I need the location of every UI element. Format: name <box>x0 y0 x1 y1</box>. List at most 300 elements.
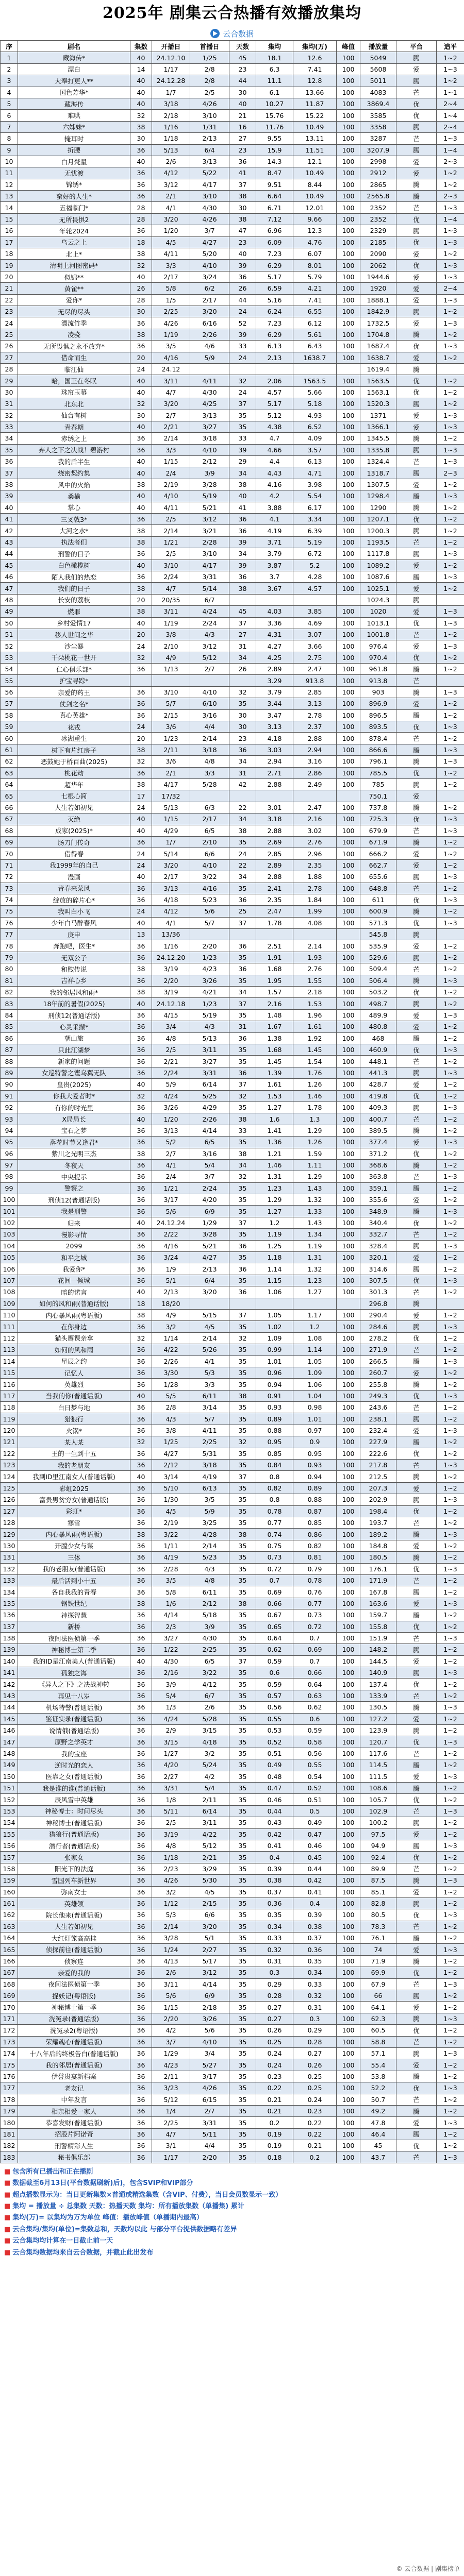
table-cell: 1~3 <box>437 917 464 928</box>
table-cell: 5/9 <box>190 1505 229 1517</box>
table-cell: 6.13 <box>293 456 337 467</box>
table-cell: 4.57 <box>256 386 293 398</box>
table-cell: 1~3 <box>437 317 464 329</box>
table-cell: 51 <box>1 629 18 640</box>
table-cell: 芒 <box>396 2036 437 2047</box>
table-cell: 2.47 <box>293 802 337 813</box>
table-cell: 3/13 <box>152 1125 190 1136</box>
table-cell <box>256 790 293 802</box>
table-cell: 38 <box>130 329 152 340</box>
drama-name-cell: 真心英雄* <box>18 709 130 721</box>
table-cell: 100 <box>337 640 360 652</box>
table-row <box>1 1425 464 1436</box>
table-row <box>1 1101 464 1113</box>
table-cell: 35 <box>229 2094 256 2105</box>
table-cell: 0.57 <box>256 1690 293 1701</box>
table-cell: 101 <box>1 1206 18 1217</box>
drama-name-cell: 仗剑之名* <box>18 698 130 709</box>
table-cell: 0.33 <box>256 1933 293 1944</box>
table-cell: 785 <box>360 779 396 790</box>
drama-name-cell: 和平之城 <box>18 1252 130 1263</box>
drama-name-cell: 新桥 <box>18 1621 130 1632</box>
table-cell: 2.78 <box>293 709 337 721</box>
table-cell: 3/23 <box>152 2082 190 2094</box>
table-cell: 4/1 <box>152 1159 190 1171</box>
table-cell: 2/13 <box>190 1263 229 1275</box>
table-cell: 36 <box>130 144 152 156</box>
table-cell: 100 <box>337 1644 360 1655</box>
table-cell: 47.8 <box>360 2117 396 2128</box>
table-cell: 4.27 <box>256 640 293 652</box>
drama-name-cell: 开膛少女与谋 <box>18 1540 130 1551</box>
table-cell: 43.7 <box>360 2151 396 2163</box>
table-cell: 0.22 <box>293 2117 337 2128</box>
table-cell: 2/7 <box>190 2105 229 2116</box>
table-cell: 1~2 <box>437 1828 464 1840</box>
table-cell: 芒 <box>396 456 437 467</box>
drama-name-cell: 白色橄榄树 <box>18 560 130 571</box>
table-row <box>1 1644 464 1655</box>
drama-name-cell: 长安的荔枝 <box>18 594 130 605</box>
table-row <box>1 1482 464 1494</box>
footnotes <box>0 2163 464 2259</box>
table-cell: 100 <box>337 1390 360 1401</box>
table-row <box>1 1009 464 1021</box>
table-cell: 35 <box>229 1425 256 1436</box>
drama-name-cell: 老友记 <box>18 2082 130 2094</box>
table-cell: 腾 <box>396 975 437 986</box>
drama-name-cell: 北东北 <box>18 398 130 410</box>
drama-name-cell: 刑警的日子 <box>18 548 130 560</box>
table-cell: 0.39 <box>256 1863 293 1874</box>
drama-name-cell: 火锅* <box>18 1425 130 1436</box>
drama-name-cell: 风中的火焰 <box>18 479 130 490</box>
table-cell: 5/22 <box>190 167 229 179</box>
table-cell: 优 <box>396 814 437 825</box>
table-cell: 35 <box>229 1563 256 1574</box>
table-cell: 3/21 <box>190 525 229 536</box>
table-row <box>1 917 464 928</box>
table-cell: 4/30 <box>152 1655 190 1667</box>
drama-name-cell: 大河之水* <box>18 525 130 536</box>
table-cell: 11.76 <box>256 121 293 132</box>
table-cell: 3/28 <box>190 1229 229 1240</box>
drama-name-cell: 我到ID里江南女人(普通话版) <box>18 1471 130 1482</box>
table-cell: 100 <box>337 2059 360 2071</box>
table-cell: 2.94 <box>293 744 337 755</box>
table-cell: 芒 <box>396 629 437 640</box>
table-row <box>1 410 464 421</box>
table-cell: 4.19 <box>256 525 293 536</box>
table-cell: 1920 <box>360 283 396 294</box>
table-cell: 5/8 <box>152 283 190 294</box>
table-cell: 5/5 <box>152 1390 190 1401</box>
table-cell: 26 <box>130 283 152 294</box>
table-cell: 1~3 <box>437 1736 464 1748</box>
table-row <box>1 536 464 548</box>
table-row <box>1 1436 464 1448</box>
table-cell: 44 <box>229 75 256 87</box>
table-cell: 38 <box>229 1598 256 1609</box>
table-cell: 1~3 <box>437 63 464 75</box>
table-cell: 芒 <box>396 825 437 836</box>
table-cell: 6.96 <box>256 225 293 236</box>
drama-name-cell: 少年白马醉春风 <box>18 917 130 928</box>
table-cell: 2/13 <box>152 1286 190 1298</box>
table-cell: 243.6 <box>360 1402 396 1413</box>
table-cell: 970.4 <box>360 652 396 663</box>
table-row <box>1 640 464 652</box>
table-cell: 2/20 <box>152 975 190 986</box>
table-cell: 2 <box>1 63 18 75</box>
table-cell: 509.4 <box>360 963 396 975</box>
table-cell: 127 <box>1 1505 18 1517</box>
drama-name-cell: 庚申 <box>18 929 130 940</box>
footnote-text: 数据截至6月13日(平台数据刷新)后)，包含SVIP和VIP部分 <box>12 2179 193 2188</box>
table-cell: 2/18 <box>152 110 190 121</box>
table-cell: 4/2 <box>190 1771 229 1782</box>
table-cell: 36 <box>130 1344 152 1355</box>
table-cell: 100 <box>337 1690 360 1701</box>
table-cell: 爱 <box>396 283 437 294</box>
table-cell: 1087.6 <box>360 571 396 582</box>
table-cell: 35 <box>229 1713 256 1724</box>
table-cell: 2/14 <box>152 433 190 444</box>
table-cell: 36 <box>130 571 152 582</box>
table-cell: 1~3 <box>437 1275 464 1286</box>
drama-name-cell: 再见十八岁 <box>18 1690 130 1701</box>
col-header: 剧名 <box>18 41 130 52</box>
table-cell: 377.4 <box>360 1137 396 1148</box>
table-cell: 1/9 <box>152 1263 190 1275</box>
table-cell: 100 <box>337 2105 360 2116</box>
table-cell: 2/5 <box>152 1044 190 1055</box>
table-cell: 10.49 <box>293 121 337 132</box>
table-cell: 1~2 <box>437 1217 464 1228</box>
drama-name-cell: 乡村爱情17 <box>18 617 130 629</box>
bullet-icon: ■ <box>4 2179 11 2188</box>
table-row <box>1 1402 464 1413</box>
table-cell: 0.98 <box>293 1402 337 1413</box>
table-cell: 0.35 <box>256 1909 293 1921</box>
table-cell <box>437 790 464 802</box>
table-cell: 50 <box>1 617 18 629</box>
table-cell: 35 <box>229 1886 256 1897</box>
table-cell: 50.7 <box>360 2094 396 2105</box>
drama-name-cell: 中央提示 <box>18 1171 130 1182</box>
table-cell: 36 <box>229 744 256 755</box>
drama-name-cell: 院长他来(普通话版) <box>18 1909 130 1921</box>
table-cell: 1.2 <box>256 1217 293 1228</box>
table-cell: 53 <box>1 652 18 663</box>
table-cell: 0.59 <box>256 1655 293 1667</box>
table-cell: 4/20 <box>190 1194 229 1206</box>
table-cell: 3/9 <box>190 1621 229 1632</box>
table-cell: 4/5 <box>152 236 190 248</box>
table-row <box>1 213 464 225</box>
table-cell: 37 <box>229 998 256 1009</box>
table-cell: 1.08 <box>293 1332 337 1344</box>
table-cell: 480.8 <box>360 1021 396 1032</box>
table-cell: 13/36 <box>152 929 190 940</box>
table-cell: 1/18 <box>152 133 190 144</box>
table-cell: 4/5 <box>190 1886 229 1897</box>
table-cell: 100 <box>337 1021 360 1032</box>
table-cell: 1~3 <box>437 825 464 836</box>
table-cell: 86 <box>1 1032 18 1044</box>
table-cell: 1~2 <box>437 536 464 548</box>
table-cell: 1732.5 <box>360 317 396 329</box>
table-cell: 爱 <box>396 1137 437 1148</box>
table-cell: 36 <box>130 894 152 905</box>
table-cell: 爱 <box>396 1482 437 1494</box>
table-cell: 100 <box>337 1505 360 1517</box>
table-cell: 4.93 <box>293 410 337 421</box>
table-cell: 100 <box>337 75 360 87</box>
table-cell: 36 <box>130 1425 152 1436</box>
table-cell: 1~2 <box>437 375 464 386</box>
table-cell: 100 <box>337 894 360 905</box>
table-cell: 1.36 <box>256 1137 293 1148</box>
table-cell: 1~2 <box>437 386 464 398</box>
table-cell: 29 <box>229 456 256 467</box>
table-cell: 8.47 <box>256 167 293 179</box>
drama-name-cell: 朝山旅 <box>18 1032 130 1044</box>
table-cell: 120.7 <box>360 1736 396 1748</box>
table-cell: 156 <box>1 1840 18 1851</box>
table-cell: 100 <box>337 156 360 167</box>
table-cell: 131 <box>1 1552 18 1563</box>
table-row <box>1 1379 464 1390</box>
table-cell: 3/18 <box>190 744 229 755</box>
drama-name-cell: 漂流竹季 <box>18 317 130 329</box>
table-cell: 100 <box>337 1125 360 1136</box>
bullet-icon: ■ <box>4 2191 11 2199</box>
table-cell: 0.56 <box>293 1748 337 1759</box>
table-cell: 爱 <box>396 1655 437 1667</box>
table-cell: 6/9 <box>190 1206 229 1217</box>
table-cell: 1~2 <box>437 733 464 744</box>
table-row <box>1 87 464 98</box>
table-cell <box>293 1298 337 1309</box>
table-cell: 4/3 <box>190 1563 229 1574</box>
table-cell: 11.1 <box>256 75 293 87</box>
table-cell: 0.36 <box>293 1944 337 1955</box>
table-cell: 3.03 <box>256 744 293 755</box>
table-cell: 38 <box>130 583 152 594</box>
footnote <box>4 2166 460 2178</box>
col-header: 集均(万) <box>293 41 337 52</box>
table-cell: 36 <box>130 1794 152 1805</box>
table-cell: 40 <box>229 248 256 260</box>
table-cell: 100 <box>337 1056 360 1067</box>
footnote-text: 云合集均均计算在一日截止前一天 <box>12 2237 113 2245</box>
drama-name-cell: 在你身边 <box>18 1321 130 1332</box>
table-cell: 3/7 <box>190 225 229 236</box>
table-row <box>1 652 464 663</box>
table-cell: 27 <box>1 352 18 363</box>
table-cell: 1~2 <box>437 248 464 260</box>
table-cell: 3/7 <box>152 2036 190 2047</box>
table-cell: 160 <box>1 1886 18 1897</box>
drama-name-cell: 心灵采撷* <box>18 1021 130 1032</box>
drama-name-cell: 仁心俱乐部* <box>18 664 130 675</box>
table-cell: 9.51 <box>256 179 293 190</box>
table-cell: 38 <box>130 1598 152 1609</box>
table-cell: 17/32 <box>152 790 190 802</box>
table-cell: 60.5 <box>360 2025 396 2036</box>
table-cell: 1~3 <box>437 2117 464 2128</box>
table-cell: 0.5 <box>293 1805 337 1817</box>
table-cell: 1~2 <box>437 1517 464 1529</box>
table-cell: 1~2 <box>437 1540 464 1551</box>
table-cell: 1.43 <box>293 1217 337 1228</box>
table-cell: 1~2 <box>437 1933 464 1944</box>
table-cell: 36 <box>130 1067 152 1078</box>
table-cell: 91 <box>1 1090 18 1101</box>
table-cell: 290.4 <box>360 1309 396 1320</box>
table-cell: 36 <box>130 2082 152 2094</box>
footer-watermark: © 云合数据 | 剧集榜单 <box>396 2565 460 2572</box>
table-cell: 2/28 <box>190 536 229 548</box>
table-cell: 2~3 <box>437 156 464 167</box>
table-cell: 腾 <box>396 2013 437 2024</box>
table-cell: 1638.7 <box>293 352 337 363</box>
table-cell: 10.27 <box>256 98 293 109</box>
table-cell: 100 <box>337 709 360 721</box>
table-cell: 腾 <box>396 1032 437 1044</box>
table-cell: 0.43 <box>256 1817 293 1828</box>
table-cell: 38 <box>229 583 256 594</box>
table-cell: 1~2 <box>437 2094 464 2105</box>
drama-name-cell: 护宝寻踪* <box>18 675 130 686</box>
table-cell: 5/6 <box>152 1990 190 2002</box>
table-cell: 36 <box>130 1540 152 1551</box>
drama-name-cell: 女巡特警之铿乌翼无队 <box>18 1067 130 1078</box>
bullet-icon: ■ <box>4 2202 11 2211</box>
table-cell: 36 <box>229 514 256 525</box>
drama-name-cell: 漂白 <box>18 63 130 75</box>
table-cell: 100 <box>337 1067 360 1078</box>
drama-name-cell: 无忧渡 <box>18 167 130 179</box>
drama-name-cell: 千朵桃花一世开 <box>18 652 130 663</box>
table-cell: 100 <box>337 1482 360 1494</box>
table-cell: 180.5 <box>360 1552 396 1563</box>
table-row <box>1 1690 464 1701</box>
table-cell: 59 <box>1 721 18 733</box>
table-cell: 529.6 <box>360 952 396 963</box>
table-cell: 100 <box>337 1448 360 1459</box>
table-cell: 41 <box>229 502 256 513</box>
table-cell: 126 <box>1 1494 18 1505</box>
table-cell: 35 <box>229 1933 256 1944</box>
table-cell: 100 <box>337 1113 360 1125</box>
table-cell: 6/11 <box>190 1586 229 1598</box>
table-cell: 5/1 <box>190 1933 229 1944</box>
table-row <box>1 1552 464 1563</box>
table-cell: 100 <box>337 213 360 225</box>
table-cell: 1.18 <box>256 1252 293 1263</box>
table-cell: 32 <box>130 756 152 767</box>
table-cell: 35 <box>229 1909 256 1921</box>
table-cell: 1.96 <box>293 1009 337 1021</box>
table-cell: 4/24 <box>152 1713 190 1724</box>
table-cell: 0.26 <box>256 2025 293 2036</box>
table-cell: 35 <box>229 1690 256 1701</box>
table-cell: 1~3 <box>437 236 464 248</box>
table-cell: 2.06 <box>256 375 293 386</box>
table-cell: 0.62 <box>256 1644 293 1655</box>
drama-name-cell: 临江仙 <box>18 363 130 375</box>
table-cell: 155 <box>1 1828 18 1840</box>
table-row <box>1 1460 464 1471</box>
table-cell: 36 <box>130 1909 152 1921</box>
table-cell: 4/23 <box>190 963 229 975</box>
table-cell: 36 <box>130 1875 152 1886</box>
table-cell: 1.93 <box>293 952 337 963</box>
table-cell: 2865 <box>360 179 396 190</box>
table-cell: 5/28 <box>190 1713 229 1724</box>
table-cell: 2.18 <box>293 987 337 998</box>
table-cell: 优 <box>396 260 437 271</box>
table-cell: 1~2 <box>437 1967 464 1978</box>
table-cell: 3/15 <box>152 1736 190 1748</box>
table-cell: 腾 <box>396 952 437 963</box>
table-cell: 100 <box>337 1044 360 1055</box>
table-cell: 1/21 <box>152 1182 190 1194</box>
table-cell: 32 <box>1 410 18 421</box>
table-cell: 100 <box>337 1240 360 1251</box>
table-cell: 100 <box>337 825 360 836</box>
table-cell: 1/15 <box>152 814 190 825</box>
table-cell: 优 <box>396 652 437 663</box>
table-cell: 3/9 <box>190 467 229 479</box>
table-row <box>1 756 464 767</box>
table-cell: 腾 <box>396 502 437 513</box>
table-cell: 5/12 <box>152 2094 190 2105</box>
table-cell: 32 <box>130 398 152 410</box>
table-cell: 100 <box>337 883 360 894</box>
table-cell: 1/23 <box>190 952 229 963</box>
table-cell: 35 <box>229 1644 256 1655</box>
table-cell: 41 <box>1 514 18 525</box>
table-cell: 506.4 <box>360 975 396 986</box>
table-cell: 40 <box>130 87 152 98</box>
drama-name-cell: 机场特警(普通话版) <box>18 1702 130 1713</box>
table-cell: 芒 <box>396 1748 437 1759</box>
table-cell: 40 <box>130 421 152 432</box>
table-cell: 100 <box>337 1275 360 1286</box>
table-cell: 1~2 <box>437 1471 464 1482</box>
table-cell: 4/8 <box>190 1574 229 1586</box>
table-cell: 227.9 <box>360 1436 396 1448</box>
table-cell: 1~2 <box>437 1586 464 1598</box>
table-cell: 100 <box>337 1194 360 1206</box>
table-row <box>1 1655 464 1667</box>
table-cell: 1.46 <box>256 1159 293 1171</box>
table-cell: 5/26 <box>190 1344 229 1355</box>
table-cell: 1~3 <box>437 744 464 755</box>
table-cell: 芒 <box>396 1978 437 1990</box>
table-row <box>1 2094 464 2105</box>
table-cell: 151.9 <box>360 1632 396 1643</box>
table-cell: 100 <box>337 917 360 928</box>
table-cell: 137.4 <box>360 1679 396 1690</box>
drama-name-cell: 移人世间之华 <box>18 629 130 640</box>
table-cell: 159.7 <box>360 1609 396 1621</box>
table-cell: 1.41 <box>256 1125 293 1136</box>
table-cell: 66 <box>360 1990 396 2002</box>
